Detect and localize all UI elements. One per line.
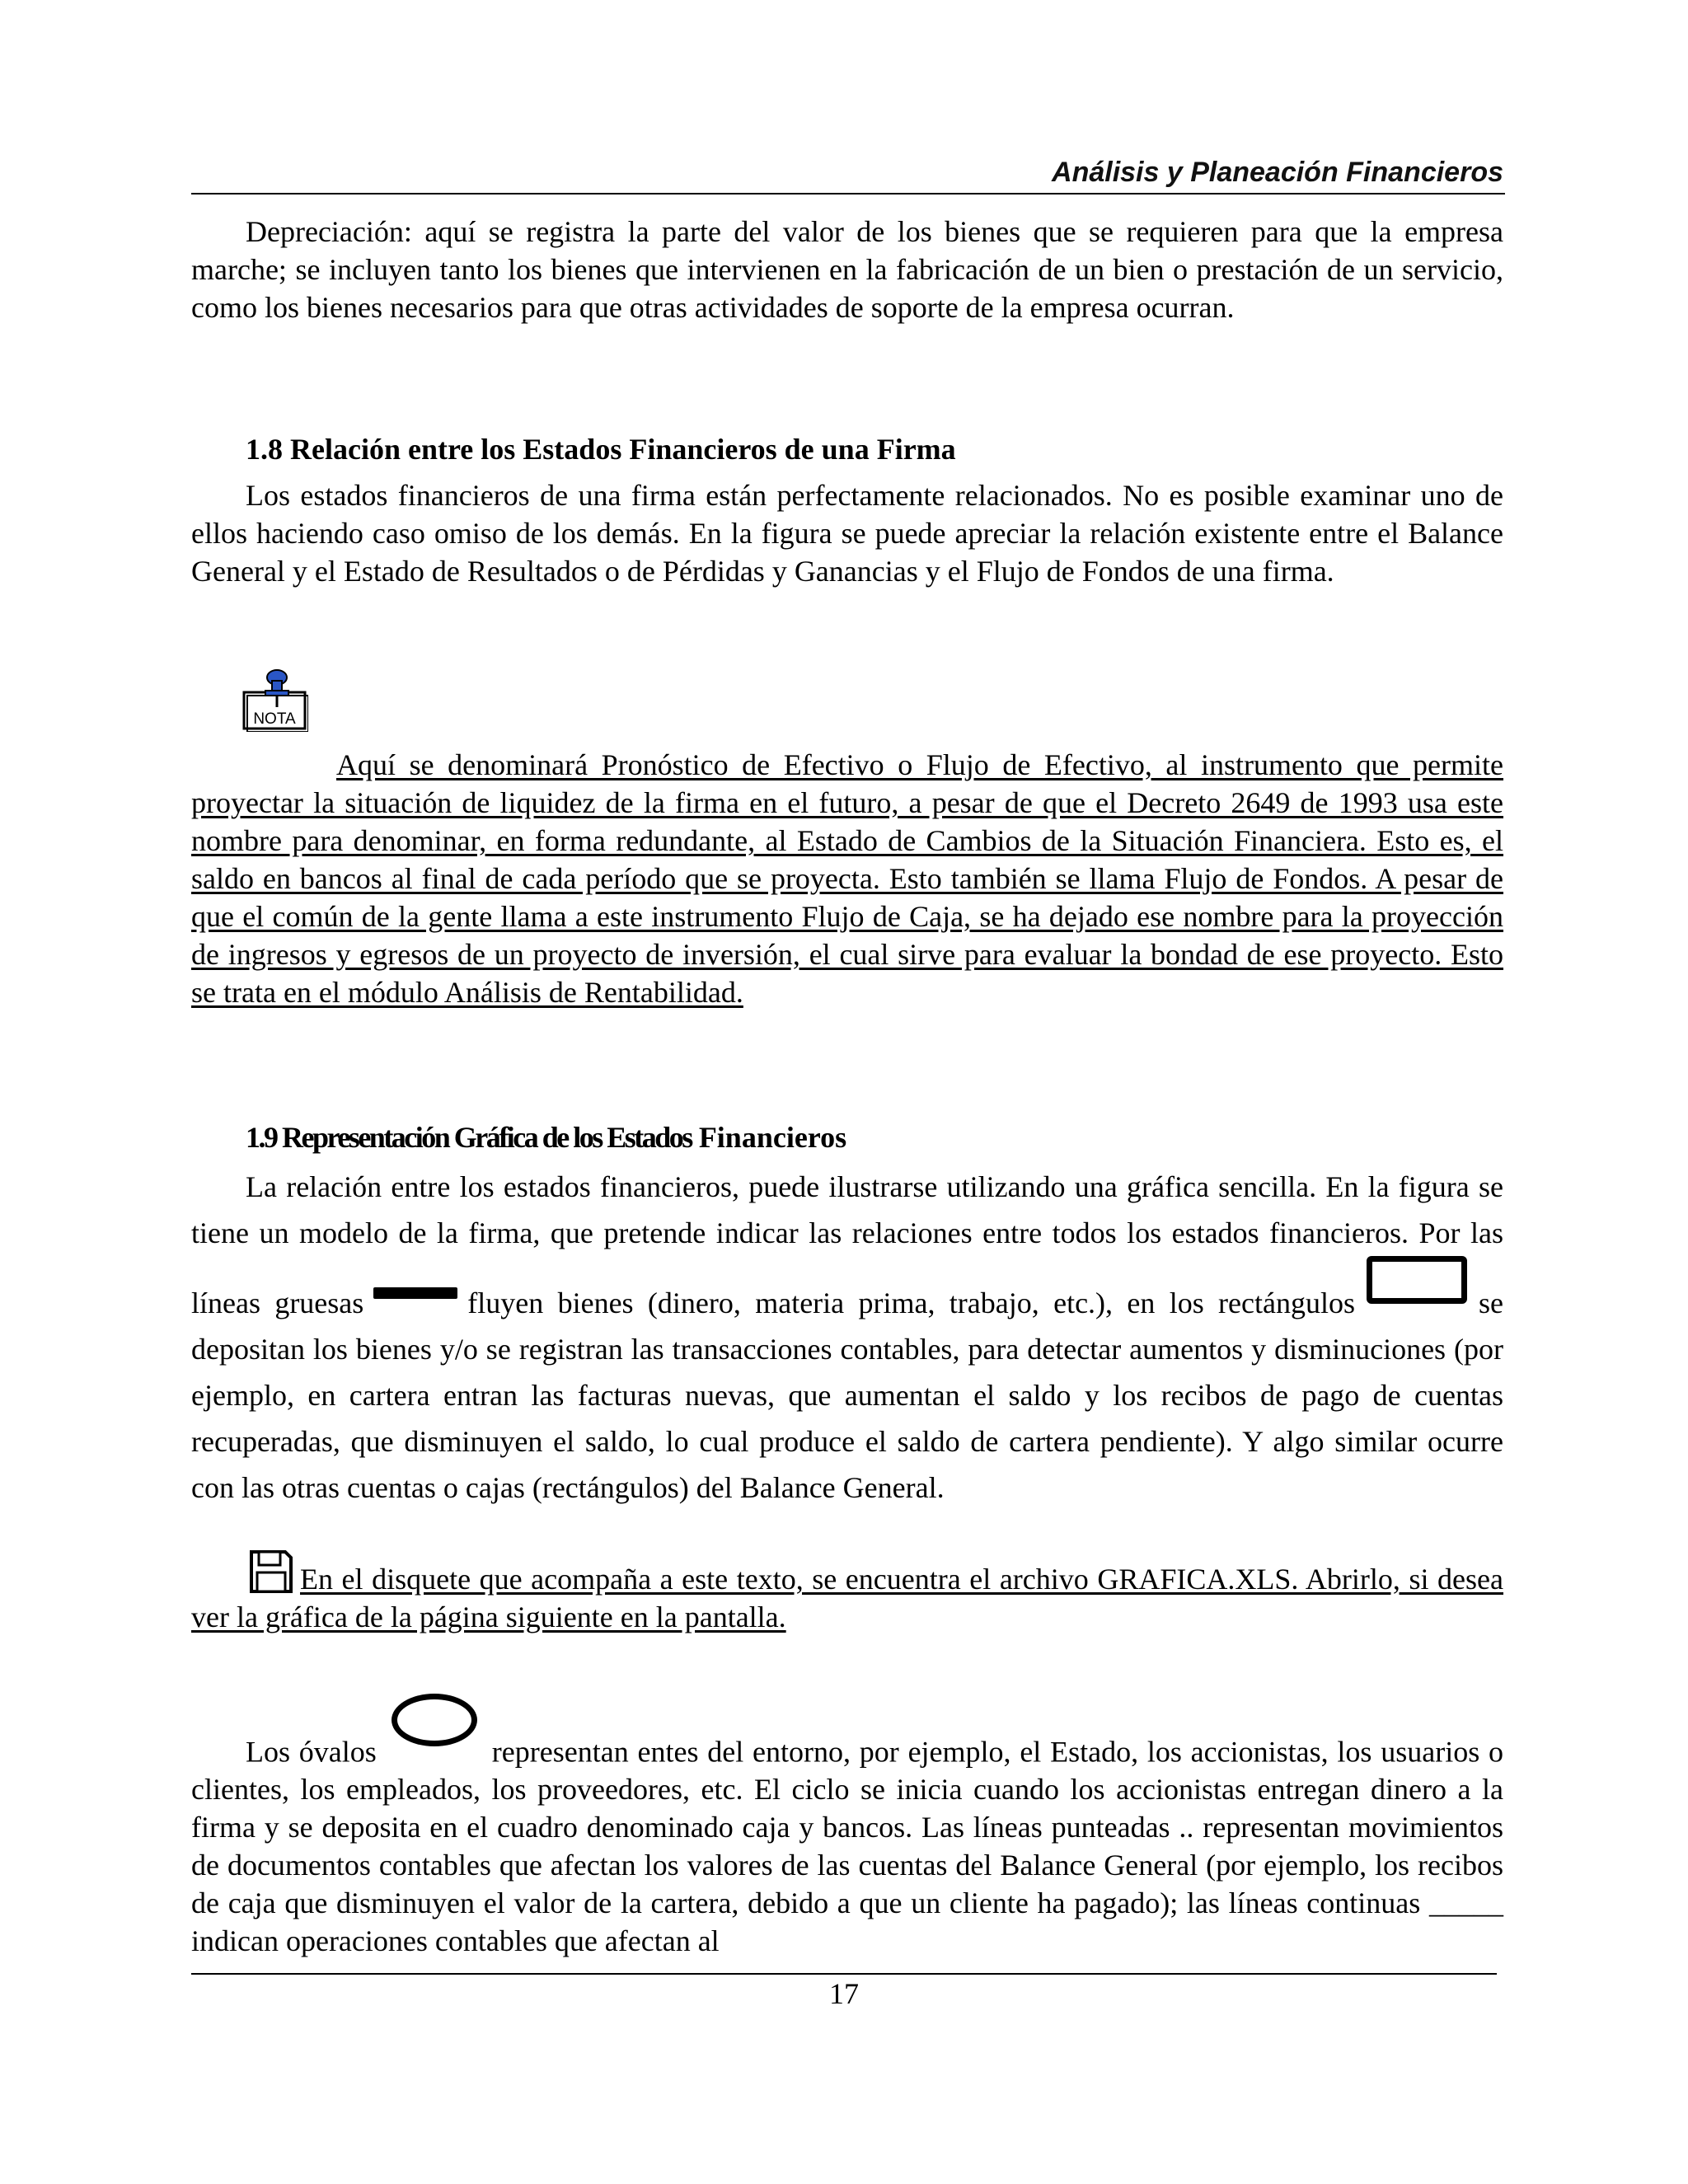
thick-line-icon bbox=[373, 1287, 457, 1299]
running-header: Análisis y Planeación Financieros bbox=[1052, 157, 1503, 188]
paragraph-grafica bbox=[191, 1164, 1503, 1511]
grafica-text-1: La relación entre los estados financieros, puede ilustrarse utilizando una gráfica sencilla. En la figura se tiene un modelo de la firma, que pretende indicar las relaciones entre todos los estados financieros. Por las líneas gruesas bbox=[191, 1170, 1503, 1320]
pushpin-note-icon bbox=[242, 668, 308, 732]
nota-label: NOTA bbox=[253, 710, 296, 728]
paragraph-disquete bbox=[191, 1549, 1503, 1636]
rectangle-icon bbox=[1367, 1256, 1467, 1304]
section-heading-1-9 bbox=[246, 1118, 846, 1156]
oval-icon bbox=[392, 1694, 477, 1746]
paragraph-depreciacion: Depreciación: aquí se registra la parte del valor de los bienes que se requieren para que la empresa marche; se incluyen tanto los bienes que intervienen en la fabricación de un bien o prestación de un servicio, como los bienes necesarios para que otras actividades de soporte de la empresa ocurran. bbox=[191, 215, 1503, 324]
grafica-text-2: fluyen bienes (dinero, materia prima, trabajo, etc.), en los rectángulos bbox=[467, 1286, 1355, 1320]
ovalos-text-2: representan entes del entorno, por ejemplo, el Estado, los accionistas, los usuarios o clientes, los empleados, los proveedores, etc. El ciclo se inicia cuando los accionistas entregan dinero a la firma y se deposita en el cuadro denominado caja y bancos. Las líneas punteadas .. representan movimientos de documentos contables que afectan los valores de las cuentas del Balance General (por ejemplo, los recibos de caja que disminuyen el valor de la cartera, debido a que un cliente ha pagado); las líneas continuas _____ indican operaciones contables que afectan al bbox=[191, 1735, 1503, 1958]
page-number: 17 bbox=[829, 1977, 859, 2010]
section-heading-1-9-part-a: 1.9 Representación Gráfica de los Estados bbox=[246, 1121, 692, 1154]
disquete-text: En el disquete que acompaña a este texto, se encuentra el archivo GRAFICA.XLS. Abrirlo, si desea ver la gráfica de la página siguiente en la pantalla. bbox=[191, 1563, 1503, 1633]
ovalos-text-1: Los óvalos bbox=[246, 1735, 377, 1769]
floppy-disk-icon bbox=[249, 1549, 293, 1594]
paragraph-relacion: Los estados financieros de una firma están perfectamente relacionados. No es posible examinar uno de ellos haciendo caso omiso de los demás. En la figura se puede apreciar la relación existente entre el Balance General y el Estado de Resultados o de Pérdidas y Ganancias y el Flujo de Fondos de una firma. bbox=[191, 479, 1503, 588]
section-heading-1-9-part-b: Financieros bbox=[698, 1121, 847, 1154]
footer-rule bbox=[191, 1973, 1497, 1975]
paragraph-nota: Aquí se denominará Pronóstico de Efectivo o Flujo de Efectivo, al instrumento que permite proyectar la situación de liquidez de la firma en el futuro, a pesar de que el Decreto 2649 de 1993 usa este nombre para denominar, en forma redundante, al Estado de Cambios de la Situación Financiera. Esto es, el saldo en bancos al final de cada período que se proyecta. Esto también se llama Flujo de Fondos. A pesar de que el común de la gente llama a este instrumento Flujo de Caja, se ha dejado ese nombre para la proyección de ingresos y egresos de un proyecto de inversión, el cual sirve para evaluar la bondad de ese proyecto. Esto se trata en el módulo Análisis de Rentabilidad. bbox=[191, 748, 1503, 1009]
header-rule bbox=[191, 193, 1505, 194]
section-heading-1-8: 1.8 Relación entre los Estados Financieros de una Firma bbox=[246, 433, 956, 466]
paragraph-ovalos bbox=[191, 1694, 1503, 1960]
grafica-text-3: se depositan los bienes y/o se registran las transacciones contables, para detectar aumentos y disminuciones (por ejemplo, en cartera entran las facturas nuevas, que aumentan el saldo y los recibos de pago de cuentas recuperadas, que disminuyen el saldo, lo cual produce el saldo de cartera pendiente). Y algo similar ocurre con las otras cuentas o cajas (rectángulos) del Balance General. bbox=[191, 1286, 1503, 1505]
